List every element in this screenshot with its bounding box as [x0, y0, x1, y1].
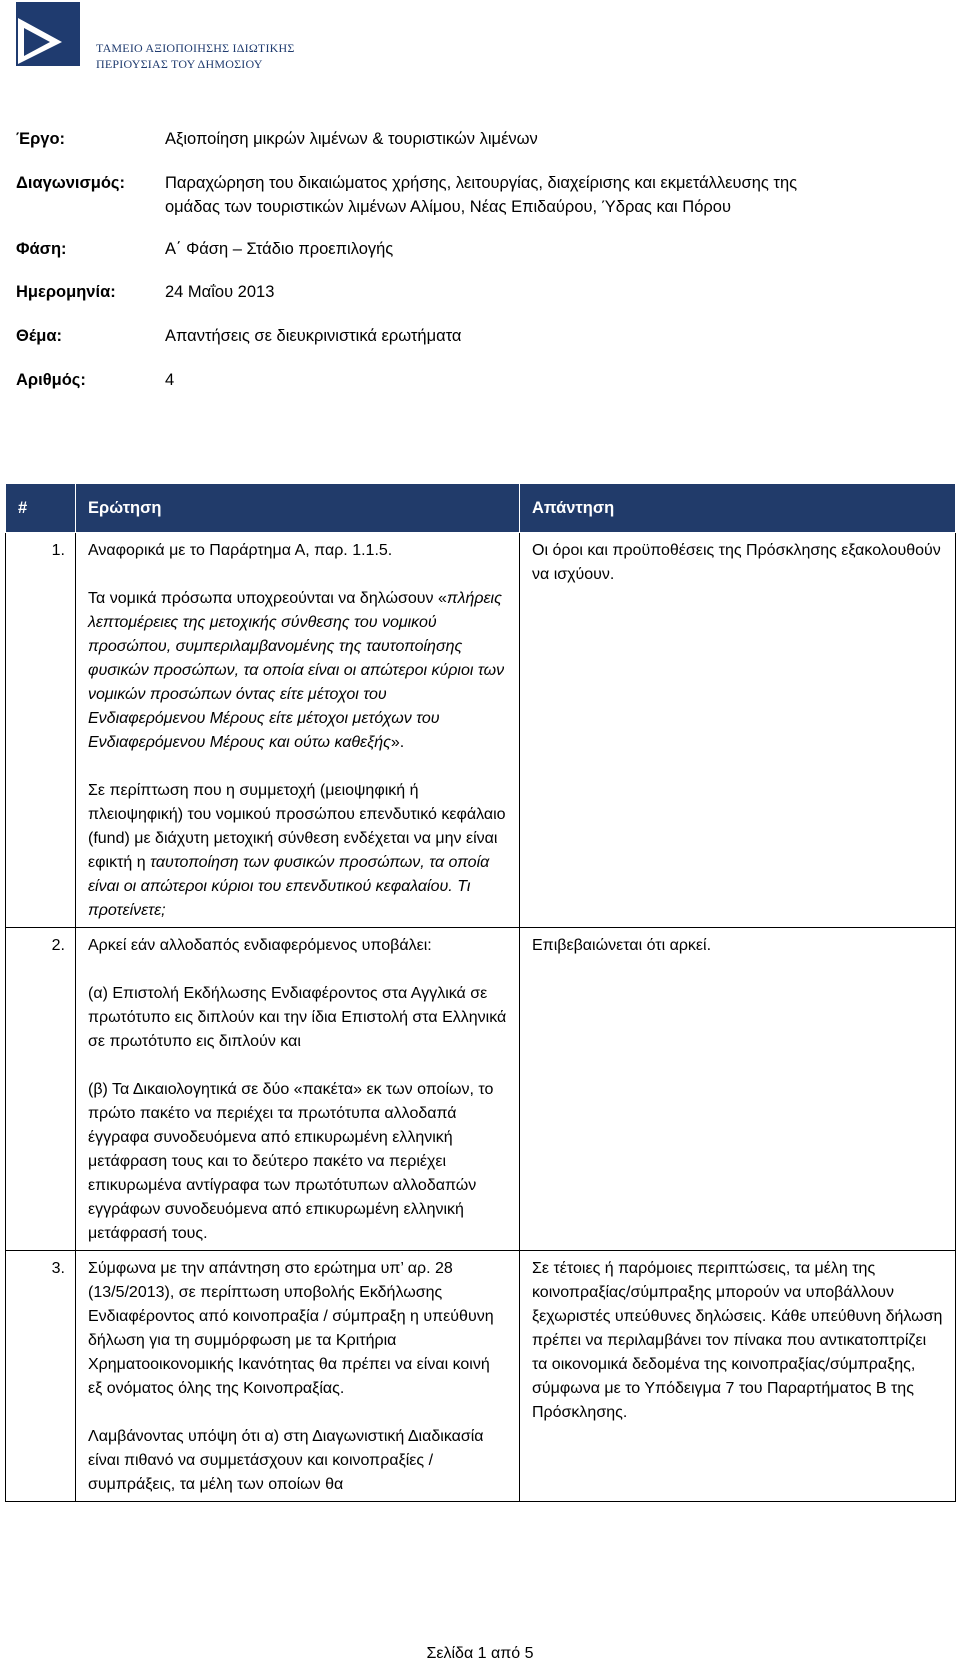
question-paragraph: Λαμβάνοντας υπόψη ότι α) στη Διαγωνιστική Διαδικασία είναι πιθανό να συμμετάσχουν και κοινοπραξίες / συμπράξεις, τα μέλη των οποίων θα	[88, 1428, 484, 1493]
question-text: ».	[390, 734, 405, 751]
header-answer: Απάντηση	[520, 484, 956, 533]
table-row	[6, 1251, 956, 1502]
question-text: Σε περίπτωση που η συμμετοχή (μειοψηφική ή πλειοψηφική) του νομικού προσώπου επενδυτικό κεφάλαιο (fund) με διάχυτη μετοχική σύνθεση ενδέχεται να μην είναι εφικτή η	[88, 782, 506, 871]
question-paragraph: (β) Τα Δικαιολογητικά σε δύο «πακέτα» εκ των οποίων, το πρώτο πακέτο να περιέχει τα πρωτότυπα αλλοδαπά έγγραφα συνοδευόμενα από επικυρωμένη ελληνική μετάφραση τους και το δεύτερο πακέτο να περιέχει επικυρωμένα αντίγραφα των πρωτότυπων αλλοδαπών εγγράφων συνοδευόμενα από επικυρωμένη ελληνική μετάφρασή τους.	[88, 1081, 494, 1242]
answer-cell: Οι όροι και προϋποθέσεις της Πρόσκλησης εξακολουθούν να ισχύουν.	[520, 533, 956, 928]
org-name-line1: ΤΑΜΕΙΟ ΑΞΙΟΠΟΙΗΣΗΣ ΙΔΙΩΤΙΚΗΣ	[96, 41, 295, 55]
question-italic-text: ταυτοποίηση των φυσικών προσώπων, τα οποία είναι οι απώτεροι κύριοι του επενδυτικού κεφαλαίου. Τι προτείνετε;	[88, 854, 490, 919]
question-text: Τα νομικά πρόσωπα υποχρεούνται να δηλώσουν «	[88, 590, 447, 607]
question-cell	[76, 533, 520, 928]
date-label: Ημερομηνία:	[16, 283, 116, 301]
table-row	[6, 928, 956, 1251]
project-value: Αξιοποίηση μικρών λιμένων & τουριστικών λιμένων	[165, 130, 538, 148]
table-header-row	[6, 484, 956, 533]
table-row	[6, 533, 956, 928]
tender-value-line2: ομάδας των τουριστικών λιμένων Αλίμου, Νέας Επιδαύρου, Ύδρας και Πόρου	[165, 198, 731, 216]
question-paragraph: (α) Επιστολή Εκδήλωσης Ενδιαφέροντος στα Αγγλικά σε πρωτότυπο εις διπλούν και την ίδια Επιστολή στα Ελληνικά σε πρωτότυπο εις διπλούν και	[88, 985, 507, 1050]
phase-label: Φάση:	[16, 240, 67, 258]
qa-table	[5, 483, 956, 1502]
row-number: 2.	[6, 928, 76, 1251]
number-label: Αριθμός:	[16, 371, 86, 389]
question-paragraph: Αναφορικά με το Παράρτημα Α, παρ. 1.1.5.	[88, 542, 393, 559]
answer-cell: Επιβεβαιώνεται ότι αρκεί.	[520, 928, 956, 1251]
number-value: 4	[165, 371, 175, 389]
subject-value: Απαντήσεις σε διευκρινιστικά ερωτήματα	[165, 327, 462, 345]
question-cell	[76, 928, 520, 1251]
row-number: 3.	[6, 1251, 76, 1502]
project-label: Έργο:	[16, 130, 66, 148]
page-footer: Σελίδα 1 από 5	[426, 1645, 534, 1662]
organization-logo	[16, 2, 356, 70]
tender-value-line1: Παραχώρηση του δικαιώματος χρήσης, λειτουργίας, διαχείρισης και εκμετάλλευσης της	[165, 174, 798, 192]
question-paragraph: Αρκεί εάν αλλοδαπός ενδιαφερόμενος υποβάλει:	[88, 937, 432, 954]
org-name-line2: ΠΕΡΙΟΥΣΙΑΣ ΤΟΥ ΔΗΜΟΣΙΟΥ	[96, 57, 263, 71]
question-paragraph	[88, 587, 507, 755]
question-paragraph	[88, 779, 507, 923]
answer-cell: Σε τέτοιες ή παρόμοιες περιπτώσεις, τα μέλη της κοινοπραξίας/σύμπραξης μπορούν να υποβάλλουν ξεχωριστές υπεύθυνες δηλώσεις. Κάθε υπεύθυνη δήλωση πρέπει να περιλαμβάνει τον πίνακα που αντικατοπτρίζει τα οικονομικά δεδομένα της κοινοπραξίας/σύμπραξης, σύμφωνα με το Υπόδειγμα 7 του Παραρτήματος Β της Πρόσκλησης.	[520, 1251, 956, 1502]
date-value: 24 Μαΐου 2013	[165, 283, 275, 301]
phase-value: Α΄ Φάση – Στάδιο προεπιλογής	[165, 240, 394, 258]
quoted-text: πλήρεις λεπτομέρειες της μετοχικής σύνθεσης του νομικού προσώπου, συμπεριλαμβανομένης της ταυτοποίησης φυσικών προσώπων, τα οποία είναι οι απώτεροι κύριοι των νομικών προσώπων όντας είτε μέτοχοι του Ενδιαφερόμενου Μέρους είτε μέτοχοι μετόχων του Ενδιαφερόμενου Μέρους και ούτω καθεξής	[88, 590, 505, 751]
question-cell	[76, 1251, 520, 1502]
subject-label: Θέμα:	[16, 327, 63, 345]
tender-label: Διαγωνισμός:	[16, 174, 125, 192]
header-num: #	[6, 484, 76, 533]
row-number: 1.	[6, 533, 76, 928]
header-question: Ερώτηση	[76, 484, 520, 533]
question-paragraph: Σύμφωνα με την απάντηση στο ερώτημα υπ’ αρ. 28 (13/5/2013), σε περίπτωση υποβολής Εκδήλωσης Ενδιαφέροντος από κοινοπραξία / σύμπραξη η υπεύθυνη δήλωση για τη συμμόρφωση με τα Κριτήρια Χρηματοοικονομικής Ικανότητας θα πρέπει να είναι κοινή εξ ονόματος όλης της Κοινοπραξίας.	[88, 1260, 494, 1397]
logo-mark-icon	[16, 2, 80, 66]
